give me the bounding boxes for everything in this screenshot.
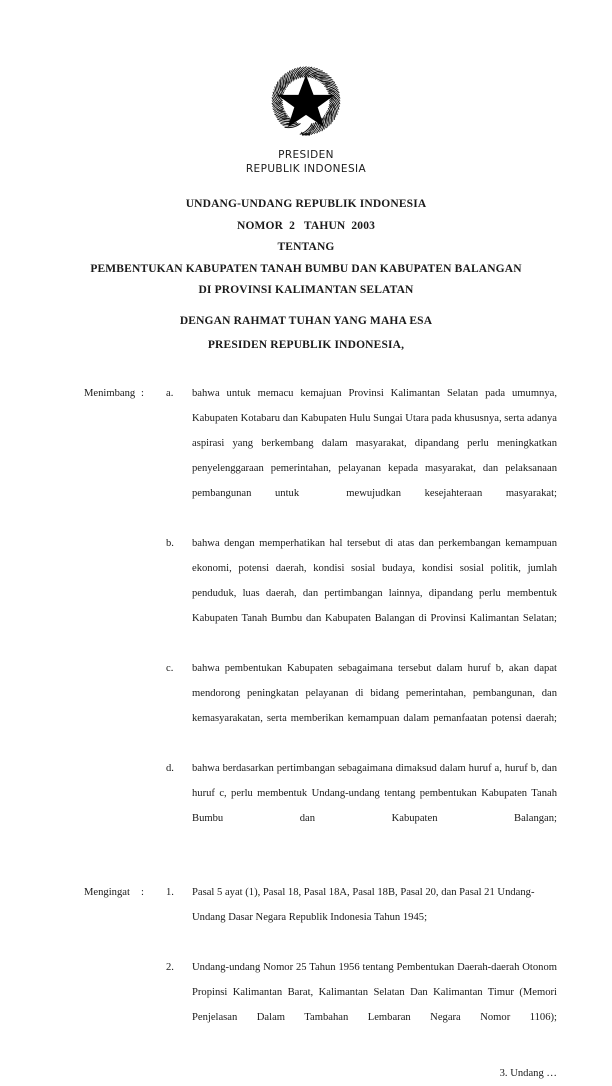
clause-marker: d. [166,763,174,774]
clause-marker: 1. [166,887,174,898]
garuda-star-wreath-emblem [263,56,349,142]
presidential-emblem-block [0,56,612,176]
emblem-caption-line-1: PRESIDEN [278,149,334,161]
clause-item [0,880,612,955]
clause-item [0,955,612,1055]
clause-marker: c. [166,663,174,674]
signatory-heading: PRESIDEN REPUBLIK INDONESIA, [207,339,405,351]
title-line-subject-2: DI PROVINSI KALIMANTAN SELATAN [198,284,414,296]
clause-marker: b. [166,538,174,549]
title-line-tentang: TENTANG [277,241,335,253]
clause-text: bahwa berdasarkan pertimbangan sebagaimana dimaksud dalam huruf a, huruf b, dan huruf c, perlu membentuk Undang-undang tentang pembentukan Kabupaten Tanah Bumbu dan Kabupaten Balangan; [192,763,560,824]
title-line-invocation: DENGAN RAHMAT TUHAN YANG MAHA ESA [179,314,433,327]
clause-text: bahwa dengan memperhatikan hal tersebut di atas dan perkembangan kemampuan ekonomi, potensi daerah, kondisi sosial budaya, kondisi sosial politik, jumlah penduduk, luas daerah, dan pertimbangan lainnya, dipandang perlu membentuk Kabupaten Tanah Bumbu dan Kabupaten Balangan di Provinsi Kalimantan Selatan; [192,538,560,624]
clause-item [0,531,612,656]
section-label-menimbang: Menimbang [84,388,136,399]
section-mengingat [0,880,612,1055]
section-spacer [0,856,612,880]
clause-text: Undang-undang Nomor 25 Tahun 1956 tentang Pembentukan Daerah-daerah Otonom Propinsi Kalimantan Barat, Kalimantan Selatan Dan Kalimantan Timur (Memori Penjelasan Dalam Tambahan Lembaran Negara Nomor 1106); [192,962,560,1023]
clause-text: Pasal 5 ayat (1), Pasal 18, Pasal 18A, Pasal 18B, Pasal 20, dan Pasal 21 Undang-Undang Dasar Negara Republik Indonesia Tahun 1945; [192,887,535,923]
document-body [0,381,612,1086]
clause-text: bahwa untuk memacu kemajuan Provinsi Kalimantan Selatan pada umumnya, Kabupaten Kotabaru dan Kabupaten Hulu Sungai Utara pada khususnya, serta adanya aspirasi yang berkembang dalam masyarakat, dipandang perlu meningkatkan penyelenggaraan pemerintahan, pelayanan kepada masyarakat, dan pelaksanaan pembangunan untuk mewujudkan kesejahteraan masyarakat; [192,388,560,499]
clause-text: bahwa pembentukan Kabupaten sebagaimana tersebut dalam huruf b, akan dapat mendorong peningkatan pelayanan di bidang pemerintahan, pembangunan, dan kemasyarakatan, serta memberikan kemampuan dalam pemanfaatan potensi daerah; [192,663,560,724]
title-line-subject-1: PEMBENTUKAN KABUPATEN TANAH BUMBU DAN KABUPATEN BALANGAN [90,262,522,275]
section-colon-menimbang: : [141,388,144,399]
page-catchword: 3. Undang … [499,1068,557,1079]
clause-marker: a. [166,388,174,399]
document-title-block [0,194,612,332]
clause-item [0,381,612,531]
clause-marker: 2. [166,962,174,973]
section-colon-mengingat: : [141,887,144,898]
title-line-law-name: UNDANG-UNDANG REPUBLIK INDONESIA [185,198,427,210]
title-line-number-year: NOMOR 2 TAHUN 2003 [237,219,375,232]
emblem-caption [0,149,612,176]
emblem-caption-line-2: REPUBLIK INDONESIA [245,162,367,175]
section-label-mengingat: Mengingat [84,887,130,898]
title-spacer [0,302,612,311]
clause-item [0,656,612,756]
clause-item [0,756,612,856]
section-menimbang [0,381,612,856]
